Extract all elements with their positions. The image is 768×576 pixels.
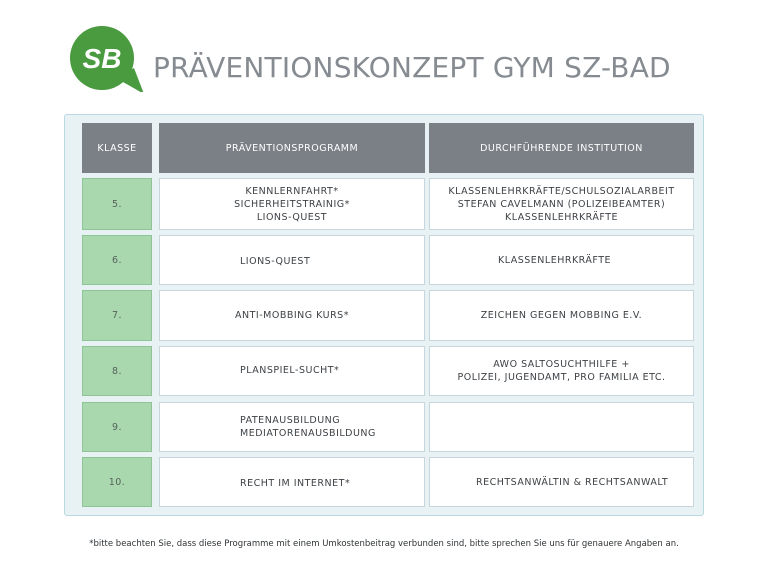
logo-text: SB: [82, 43, 122, 74]
table-row-programm: [159, 290, 425, 341]
programm-line: RECHT IM INTERNET*: [240, 478, 351, 489]
table-row-programm: [159, 457, 425, 507]
table-row-klasse: 5.: [82, 178, 152, 230]
institution-line: KLASSENLEHRKRÄFTE: [505, 211, 618, 223]
programm-line: SICHERHEITSTRAINIG*: [234, 198, 350, 210]
programm-line: PATENAUSBILDUNG: [240, 415, 341, 426]
table-row-institution: [429, 457, 694, 507]
page-title: PRÄVENTIONSKONZEPT GYM SZ-BAD: [153, 51, 671, 84]
institution-line: RECHTSANWÄLTIN & RECHTSANWALT: [476, 476, 669, 488]
table-row-klasse: 8.: [82, 346, 152, 396]
header-institution: DURCHFÜHRENDE INSTITUTION: [429, 123, 694, 173]
programm-line: LIONS-QUEST: [256, 211, 328, 223]
table-row-programm: [159, 235, 425, 285]
table-row-programm: [159, 346, 425, 396]
programm-line: MEDIATORENAUSBILDUNG: [240, 428, 376, 439]
table-row-programm: [159, 178, 425, 230]
table-row-programm: [159, 402, 425, 452]
table-row-klasse: 10.: [82, 457, 152, 507]
table-row-klasse: 9.: [82, 402, 152, 452]
table-row-klasse: 7.: [82, 290, 152, 341]
institution-line: AWO SALTOSUCHTHILFE +: [493, 359, 630, 370]
institution-line: POLIZEI, JUGENDAMT, PRO FAMILIA ETC.: [457, 372, 666, 383]
footer-note: *bitte beachten Sie, dass diese Programme mit einem Umkostenbeitrag verbunden sind, bitte sprechen Sie uns für genauere Angaben an.: [89, 539, 679, 549]
table-row-klasse: 6.: [82, 235, 152, 285]
table-row-institution: [429, 402, 694, 452]
institution-line: STEFAN CAVELMANN (POLIZEIBEAMTER): [457, 198, 666, 210]
table-row-institution: [429, 290, 694, 341]
header-programm: PRÄVENTIONSPROGRAMM: [159, 123, 425, 173]
table-row-institution: [429, 178, 694, 230]
header-klasse: KLASSE: [82, 123, 152, 173]
programm-line: LIONS-QUEST: [240, 256, 311, 267]
table-row-institution: [429, 235, 694, 285]
institution-line: ZEICHEN GEGEN MOBBING E.V.: [480, 310, 643, 321]
institution-line: KLASSENLEHRKRÄFTE: [498, 254, 611, 266]
programm-line: ANTI-MOBBING KURS*: [235, 310, 349, 321]
programm-line: KENNLERNFAHRT*: [245, 185, 339, 197]
institution-line: KLASSENLEHRKRÄFTE/SCHULSOZIALARBEIT: [448, 185, 675, 197]
school-logo: [64, 22, 148, 92]
table-row-institution: [429, 346, 694, 396]
programm-line: PLANSPIEL-SUCHT*: [240, 365, 340, 376]
